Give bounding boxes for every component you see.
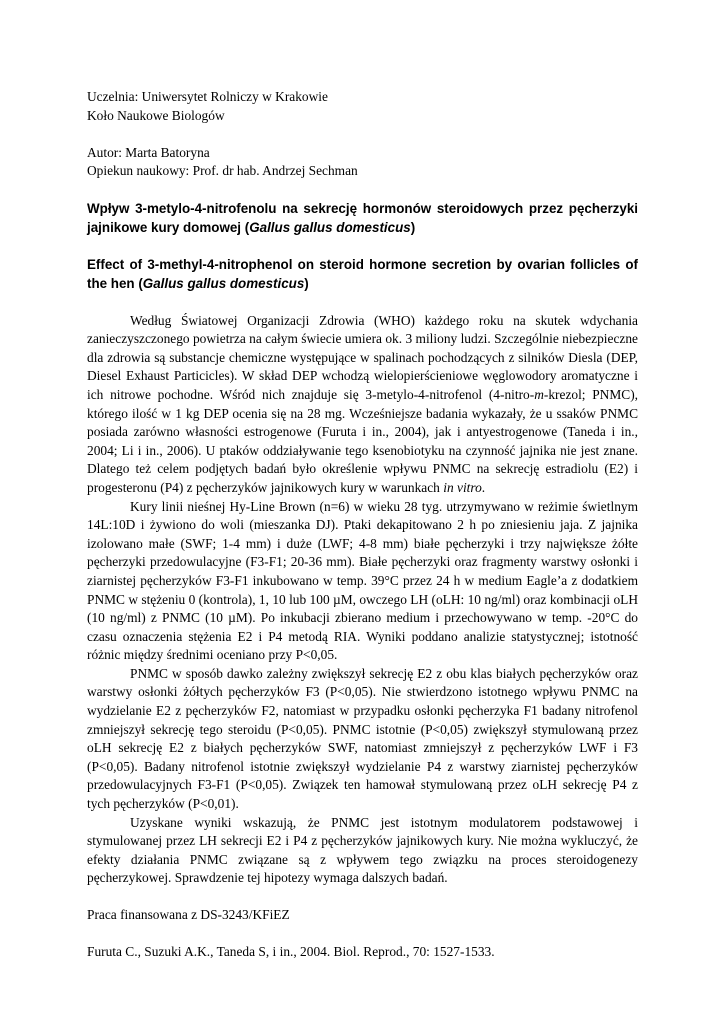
author-line: Autor: Marta Batoryna	[87, 144, 210, 160]
supervisor-line: Opiekun naukowy: Prof. dr hab. Andrzej Sechman	[87, 163, 358, 179]
funding-note: Praca finansowana z DS-3243/KFiEZ	[87, 907, 290, 922]
abstract-body	[87, 312, 638, 888]
document-page	[87, 88, 638, 961]
paragraph-results: PNMC w sposób dawko zależny zwiększył sekrecję E2 z obu klas białych pęcherzyków oraz warstwy osłonki żółtych pęcherzyków F3 (P<0,05). Nie stwierdzono istotnego wpływu PNMC na wydzielanie E2 z pęcherzyków F2, natomiast w przypadku osłonki pęcherzyka F1 badany nitrofenol zmniejszył sekrecję tego steroidu (P<0,05). PNMC istotnie (P<0,05) zwiększył stymulowaną przez oLH sekrecję E2 z białych pęcherzyków SWF, natomiast zmniejszył z pęcherzyków LWF i F3 (P<0,05). Badany nitrofenol istotnie zwiększył wydzielanie P4 z warstwy ziarnistej pęcherzyków przedowulacyjnych F3-F1 (P<0,05). Związek ten hamował stymulowaną przez oLH sekrecję P4 z tych pęcherzyków (P<0,01).	[87, 665, 638, 812]
club-line: Koło Naukowe Biologów	[87, 107, 225, 123]
header-block	[87, 88, 638, 181]
title-english-close: )	[304, 276, 309, 292]
paragraph-conclusions: Uzyskane wyniki wskazują, że PNMC jest istotnym modulatorem podstawowej i stymulowanej przez LH sekrecji E2 i P4 z pęcherzyków jajnikowych kury. Nie można wykluczyć, że efekty działania PNMC związane są z wpływem tego związku na proces steroidogenezy pęcherzykowej. Sprawdzenie tej hipotezy wymaga dalszych badań.	[87, 814, 638, 886]
title-polish	[87, 199, 638, 238]
title-english	[87, 255, 638, 294]
university-line: Uczelnia: Uniwersytet Rolniczy w Krakowie	[87, 89, 328, 104]
title-polish-species: Gallus gallus domesticus	[249, 220, 411, 236]
title-english-species: Gallus gallus domesticus	[142, 276, 305, 292]
reference-entry: Furuta C., Suzuki A.K., Taneda S, i in., 2004. Biol. Reprod., 70: 1527-1533.	[87, 943, 495, 959]
paragraph-methods: Kury linii nieśnej Hy-Line Brown (n=6) w wieku 28 tyg. utrzymywano w reżimie świetlnym 14L:10D i żywiono do woli (mieszanka DJ). Ptaki dekapitowano 2 h po zniesieniu jaja. Z jajnika izolowano małe (SWF; 1-4 mm) i duże (LWF; 4-8 mm) białe pęcherzyki i trzy największe żółte pęcherzyki przedowulacyjne (F3-F1; 20-36 mm). Białe pęcherzyki oraz fragmenty warstwy osłonki i ziarnistej pęcherzyków F3-F1 inkubowano w temp. 39°C przez 24 h w medium Eagle’a z dodatkiem PNMC w stężeniu 0 (kontrola), 1, 10 lub 100 µM, owczego LH (oLH: 10 ng/ml) oraz kombinacji oLH (10 ng/ml) z PNMC (10 µM). Po inkubacji zbierano medium i przechowywano w temp. -20°C do czasu oznaczenia stężenia E2 i P4 metodą RIA. Wyniki poddano analizie statystycznej; istotność różnic między średnimi oceniano przy P<0,05.	[87, 498, 638, 663]
paragraph-intro: Według Światowej Organizacji Zdrowia (WHO) każdego roku na skutek wdychania zanieczyszczonego powietrza na całym świecie umiera ok. 3 miliony ludzi. Szczególnie niebezpieczne dla zdrowia są substancje chemiczne występujące w spalinach pochodzących z silników Diesla (DEP, Diesel Exhaust Particicles). W skład DEP wchodzą wielopierścieniowe węglowodory aromatyczne i ich nitrowe pochodne. Wśród nich znajduje się 3-metylo-4-nitrofenol (4-nitro-m-krezol; PNMC), którego ilość w 1 kg DEP ocenia się na 28 mg. Wcześniejsze badania wykazały, że u ssaków PNMC posiada zarówno własności estrogenowe (Furuta i in., 2004), jak i antyestrogenowe (Taneda i in., 2004; Li i in., 2006). U ptaków oddziaływanie tego ksenobiotyku na czynność jajnika nie jest znane. Dlatego też celem podjętych badań było określenie wpływu PNMC na sekrecję estradiolu (E2) i progesteronu (P4) z pęcherzyków jajnikowych kury w warunkach in vitro.	[87, 312, 638, 495]
title-polish-text: Wpływ 3-metylo-4-nitrofenolu na sekrecję hormonów steroidowych przez pęcherzyki jajnikowe kury domowej (	[87, 200, 638, 236]
title-polish-close: )	[410, 220, 416, 236]
title-english-text: Effect of 3-methyl-4-nitrophenol on steroid hormone secretion by ovarian follicles of the hen (	[87, 256, 638, 292]
